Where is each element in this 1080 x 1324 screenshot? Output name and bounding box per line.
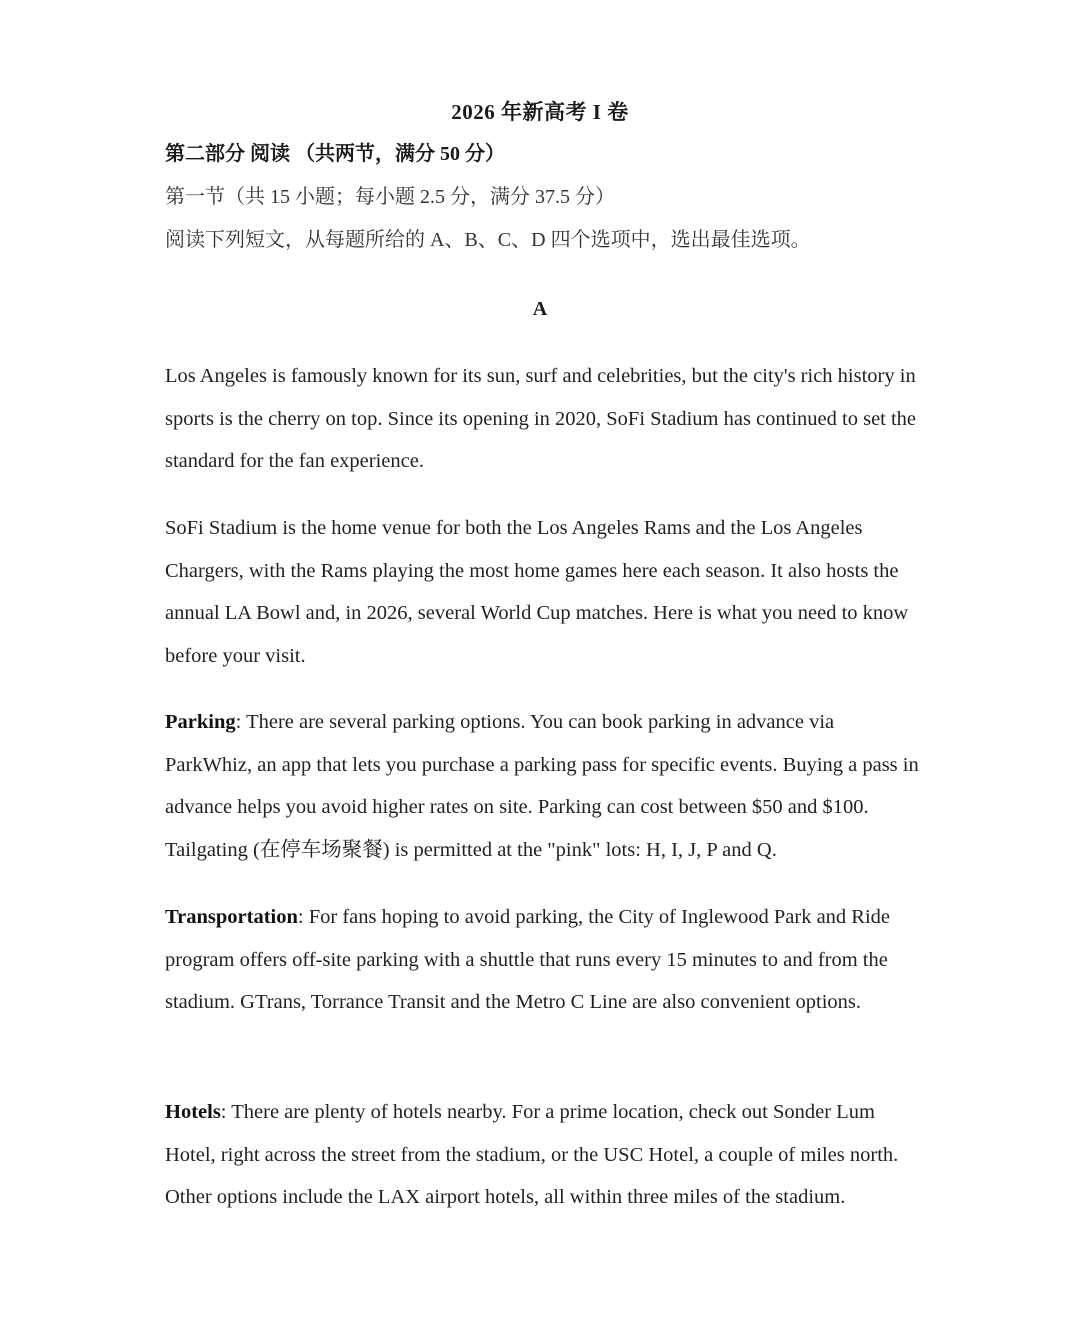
paragraph-parking	[165, 701, 920, 871]
paragraph-intro-1: Los Angeles is famously known for its sun, surf and celebrities, but the city's rich history in sports is the cherry on top. Since its opening in 2020, SoFi Stadium has continued to set the standard for the fan experience.	[165, 365, 917, 472]
parking-text: : There are several parking options. You can book parking in advance via ParkWhiz, an app that lets you purchase a parking pass for specific events. Buying a pass in advance helps you avoid higher rates on site. Parking can cost between $50 and $100. Tailgating (在停车场聚餐) is permitted at the "pink" lots: H, I, J, P and Q.	[165, 711, 919, 861]
part-heading: 第二部分 阅读 （共两节，满分 50 分）	[165, 143, 505, 165]
paragraph-transportation	[165, 896, 920, 1024]
exam-title: 2026 年新高考 I 卷	[451, 100, 629, 124]
paragraph-hotels	[165, 1091, 920, 1219]
paragraph-intro-2: SoFi Stadium is the home venue for both the Los Angeles Rams and the Los Angeles Chargers, with the Rams playing the most home games here each season. It also hosts the annual LA Bowl and, in 2026, several World Cup matches. Here is what you need to know before your visit.	[165, 517, 909, 667]
transportation-text: : For fans hoping to avoid parking, the City of Inglewood Park and Ride program offers off-site parking with a shuttle that runs every 15 minutes to and from the stadium. GTrans, Torrance Transit and the Metro C Line are also convenient options.	[165, 906, 891, 1013]
passage-letter: A	[532, 298, 548, 320]
instructions: 阅读下列短文，从每题所给的 A、B、C、D 四个选项中，选出最佳选项。	[165, 229, 811, 251]
hotels-text: : There are plenty of hotels nearby. For a prime location, check out Sonder Lum Hotel, right across the street from the stadium, or the USC Hotel, a couple of miles north. Other options include the LAX airport hotels, all within three miles of the stadium.	[165, 1101, 899, 1208]
parking-label: Parking	[165, 711, 236, 733]
hotels-label: Hotels	[165, 1101, 221, 1123]
transportation-label: Transportation	[165, 906, 298, 928]
section-heading: 第一节（共 15 小题；每小题 2.5 分，满分 37.5 分）	[165, 186, 615, 208]
